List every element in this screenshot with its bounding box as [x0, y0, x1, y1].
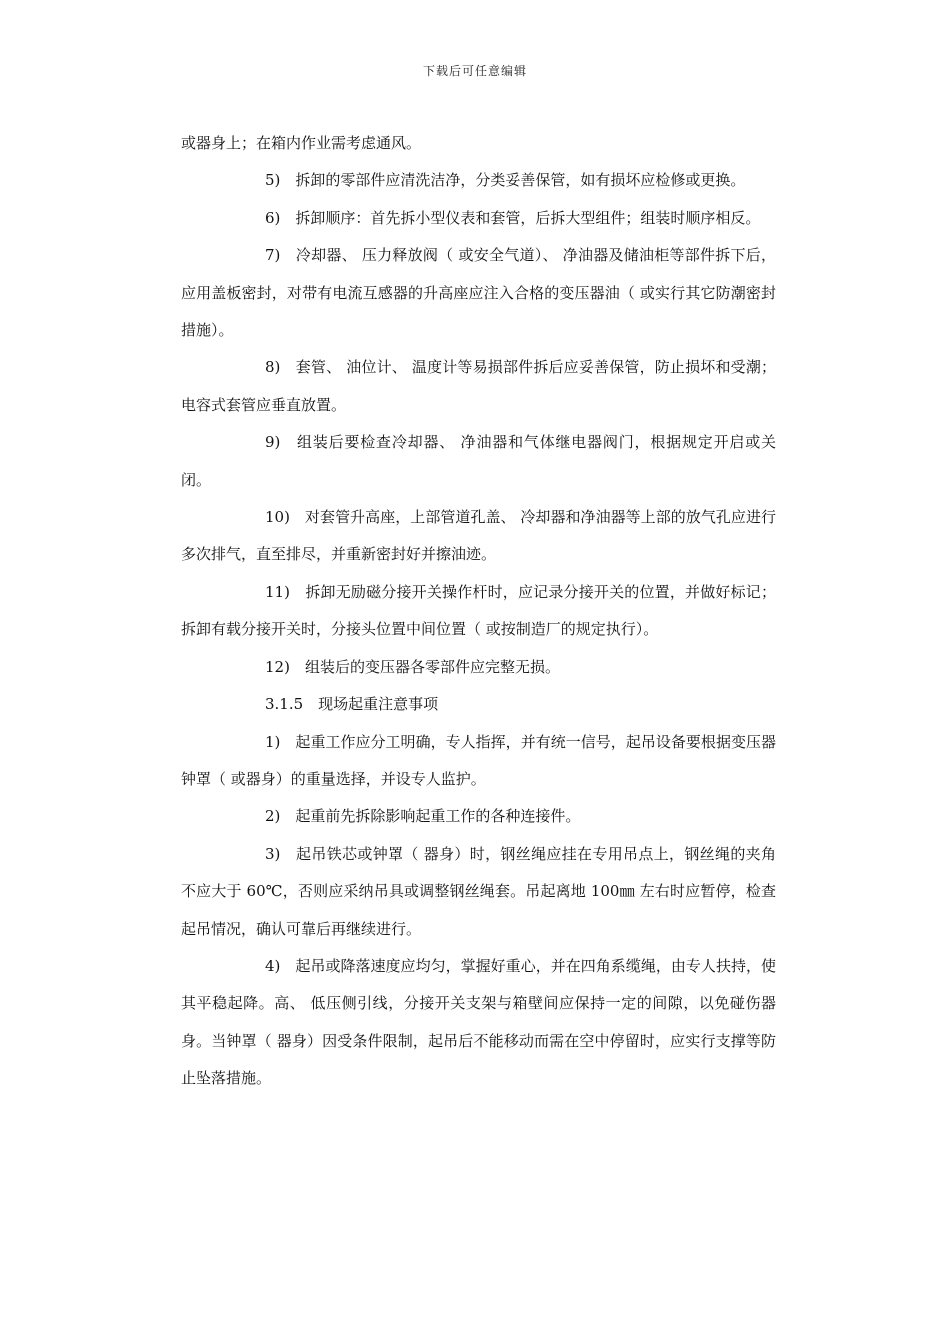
paragraph-item-12: 12) 组装后的变压器各零部件应完整无损。: [265, 657, 560, 676]
paragraph-continuation: 或器身上；在箱内作业需考虑通风。: [181, 134, 422, 152]
paragraph-item-5: 5) 拆卸的零部件应清洗洁净，分类妥善保管，如有损坏应检修或更换。: [265, 171, 746, 190]
page-header: 下载后可任意编辑: [422, 64, 527, 78]
paragraph-lifting-4: 4) 起吊或降落速度应均匀，掌握好重心，并在四角系缆绳，由专人扶持，使其平稳起降。高、 低压侧引线，分接开关支架与箱壁间应保持一定的间隙，以免碰伤器身。当钟罩（ 器身）因受条件限制，起吊后不能移动而需在空中停留时，应实行支撑等防止坠落措施。: [181, 956, 776, 1088]
paragraph-item-6: 6) 拆卸顺序：首先拆小型仪表和套管，后拆大型组件；组装时顺序相反。: [265, 208, 761, 227]
paragraph-item-10: 10) 对套管升高座，上部管道孔盖、 冷却器和净油器等上部的放气孔应进行多次排气，直至排尽，并重新密封好并擦油迹。: [181, 508, 776, 564]
paragraph-lifting-1: 1) 起重工作应分工明确，专人指挥，并有统一信号，起吊设备要根据变压器钟罩（ 或器身）的重量选择，并设专人监护。: [181, 732, 776, 788]
paragraph-item-9: 9) 组装后要检查冷却器、 净油器和气体继电器阀门，根据规定开启或关闭。: [181, 433, 776, 489]
document-body: [181, 125, 776, 1098]
paragraph-item-8: 8) 套管、 油位计、 温度计等易损部件拆后应妥善保管，防止损坏和受潮；电容式套管应垂直放置。: [181, 358, 776, 414]
paragraph-lifting-3: 3) 起吊铁芯或钟罩（ 器身）时，钢丝绳应挂在专用吊点上，钢丝绳的夹角不应大于 60℃，否则应采纳吊具或调整钢丝绳套。吊起离地 100㎜ 左右时应暂停，检查起吊情况，确认可靠后再继续进行。: [181, 844, 776, 938]
paragraph-item-7: 7) 冷却器、 压力释放阀（ 或安全气道）、 净油器及储油柜等部件拆下后，应用盖板密封，对带有电流互感器的升高座应注入合格的变压器油（ 或实行其它防潮密封措施）。: [181, 246, 776, 340]
paragraph-item-11: 11) 拆卸无励磁分接开关操作杆时，应记录分接开关的位置，并做好标记；拆卸有载分接开关时，分接头位置中间位置（ 或按制造厂的规定执行）。: [181, 582, 776, 639]
paragraph-lifting-2: 2) 起重前先拆除影响起重工作的各种连接件。: [265, 807, 581, 826]
section-heading-3-1-5: 3.1.5 现场起重注意事项: [265, 695, 439, 714]
